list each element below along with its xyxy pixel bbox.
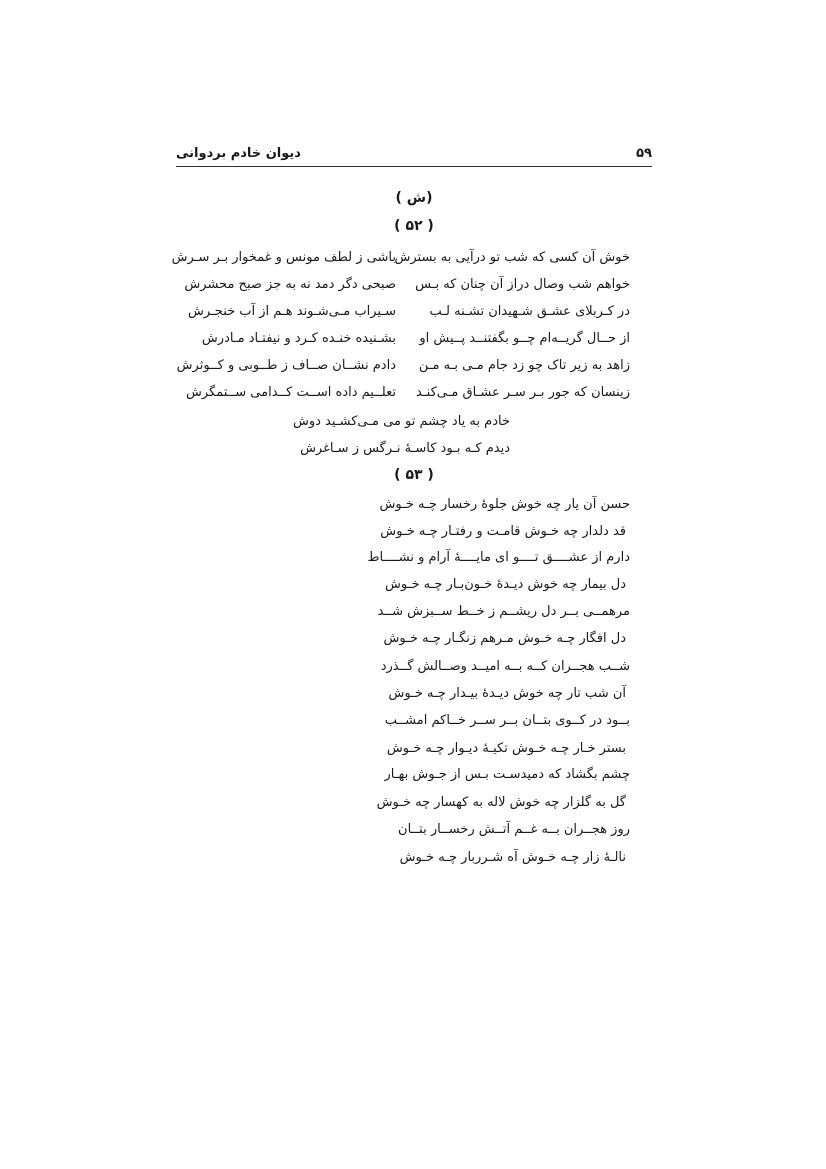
poem-number-53: ( ۵۳ ) bbox=[394, 467, 434, 483]
poem53-line-6: دل افگار چـه خـوش مـرهم زنگـار چـه خـوش bbox=[383, 631, 626, 646]
poem53-line-14: نالـهٔ زار چـه خـوش آه شـرربار چـه خـوش bbox=[399, 850, 626, 865]
poem53-line-12: گل به گلزار چه خوش لاله به کهسار چه خـوش bbox=[376, 795, 626, 810]
poem53-line-10: بستر خـار چـه خـوش تکیـهٔ دیـوار چـه خـوش bbox=[386, 741, 626, 756]
poem52-couplet-2-left: صبحی دگر دمد نه به جز صبح محشرش bbox=[184, 277, 396, 292]
poem52-couplet-3-left: سـیراب مـی‌شـوند هـم از آب خنجـرش bbox=[187, 304, 396, 319]
poem53-line-2: قد دلدار چه خـوش قامـت و رفتـار چـه خـوش bbox=[380, 524, 626, 539]
poem53-line-5: مرهمــی بــر دل ریشــم ز خــط ســبزش شــد bbox=[377, 604, 630, 619]
poem52-couplet-6-left: تعلــیم داده اســت کــدامی ســتمگرش bbox=[185, 385, 396, 400]
poem53-line-7: شــب هجــران کــه بــه امیــد وصــالش گــذرد bbox=[380, 659, 630, 674]
poem52-couplet-4-right: از حــال گریــه‌ام چــو بگفتنــد پــیش او bbox=[419, 331, 630, 346]
poem53-line-1: حسن آن یار چه خوش جلوهٔ رخسار چـه خـوش bbox=[379, 497, 630, 512]
poem52-closing-2: دیدم کـه بـود کاسـهٔ نـرگس ز سـاغرش bbox=[300, 441, 510, 456]
section-letter: (ش ) bbox=[395, 190, 433, 206]
book-title: دیوان خادم بردوانی bbox=[176, 146, 301, 161]
poem53-line-11: چشم بگشاد که دمیدسـت بـس از جـوش بهـار bbox=[384, 767, 630, 782]
poem52-couplet-1-right: خوش آن کسی که شب تو درآیی به بسترش bbox=[394, 250, 630, 265]
poem53-line-3: دارم از عشــــق تــــو ای مایــــهٔ آرام و نشــــاط bbox=[367, 550, 630, 565]
poem53-line-13: روز هجــران بــه غــم آتــش رخســار بتــان bbox=[398, 822, 630, 837]
poem52-couplet-1-left: باشی ز لطف مونس و غمخوار بـر سـرش bbox=[171, 250, 396, 265]
poem53-line-8: آن شب تار چه خوش دیـدهٔ بیـدار چـه خـوش bbox=[388, 686, 626, 701]
poem52-couplet-3-right: در کـربلای عشـق شـهیدان تشـنه لـب bbox=[429, 304, 630, 319]
poem52-closing-1: خادم به یاد چشم تو می مـی‌کشـید دوش bbox=[292, 414, 510, 429]
poem52-couplet-6-right: زینسان که جور بـر سـر عشـاق مـی‌کنـد bbox=[416, 385, 630, 400]
poem53-line-4: دل بیمار چه خوش دیـدهٔ خـون‌بـار چـه خـوش bbox=[385, 577, 626, 592]
poem52-couplet-4-left: بشـنیده خنـده کـرد و نیفتـاد مـادرش bbox=[201, 331, 396, 346]
poem52-couplet-5-right: زاهد به زیر تاک چو زد جام مـی بـه مـن bbox=[418, 358, 630, 373]
page-header bbox=[176, 142, 652, 167]
poem52-couplet-5-left: دادم نشــان صــاف ز طــوبی و کــوثرش bbox=[176, 358, 396, 373]
poem-number-52: ( ۵۲ ) bbox=[394, 218, 434, 234]
page-number: ۵۹ bbox=[636, 146, 652, 161]
poem52-couplet-2-right: خواهم شب وصال دراز آن چنان که بـس bbox=[415, 277, 630, 292]
poem53-line-9: بــود در کــوی بتــان بــر ســر خــاکم امشــب bbox=[384, 713, 630, 728]
